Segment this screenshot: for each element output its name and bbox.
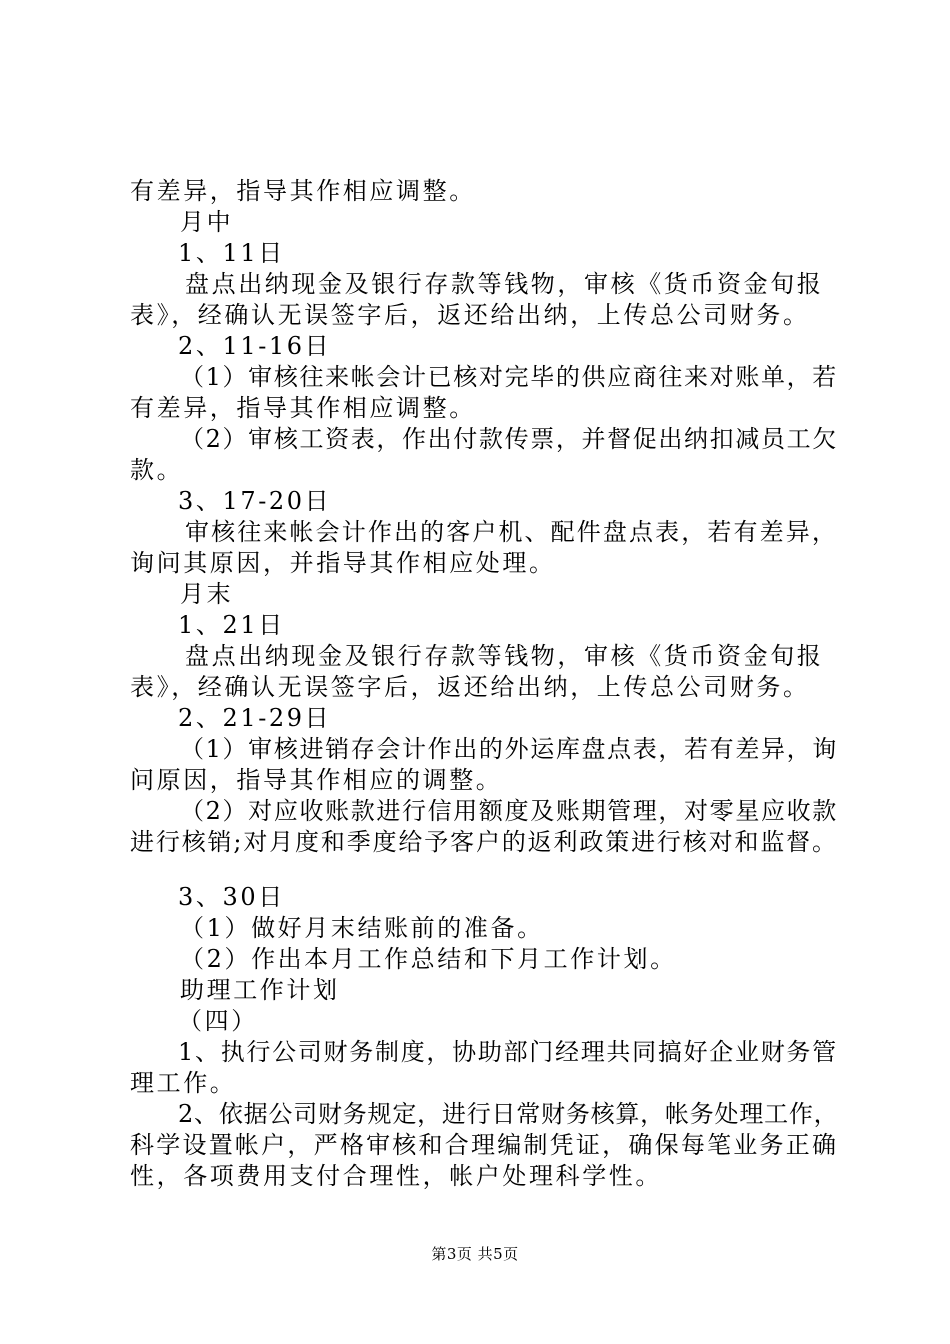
- body-line: 性，各项费用支付合理性，帐户处理科学性。: [130, 1162, 662, 1190]
- body-line: （1）审核进销存会计作出的外运库盘点表，若有差异，询: [180, 735, 838, 763]
- item-heading: 1、21日: [178, 611, 285, 639]
- section-heading: 月中: [180, 208, 234, 236]
- body-line: 盘点出纳现金及银行存款等钱物，审核《货币资金旬报: [185, 270, 824, 298]
- section-heading: 助理工作计划: [180, 976, 340, 1004]
- body-line: 问原因，指导其作相应的调整。: [130, 766, 503, 794]
- item-heading: 3、17-20日: [178, 487, 332, 515]
- body-line: （2）审核工资表，作出付款传票，并督促出纳扣减员工欠: [180, 425, 838, 453]
- body-line: 盘点出纳现金及银行存款等钱物，审核《货币资金旬报: [185, 642, 824, 670]
- body-line: 进行核销;对月度和季度给予客户的返利政策进行核对和监督。: [130, 828, 838, 856]
- body-line: 表》，经确认无误签字后，返还给出纳，上传总公司财务。: [130, 673, 810, 701]
- body-line: 询问其原因，并指导其作相应处理。: [130, 549, 556, 577]
- body-line: 有差异，指导其作相应调整。: [130, 394, 476, 422]
- page-indicator: 第3页 共5页: [431, 1245, 519, 1263]
- body-line: 理工作。: [130, 1069, 237, 1097]
- body-line: （1）审核往来帐会计已核对完毕的供应商往来对账单，若: [180, 363, 838, 391]
- section-number: （四）: [178, 1007, 258, 1035]
- body-line: 表》，经确认无误签字后，返还给出纳，上传总公司财务。: [130, 301, 810, 329]
- body-line: 2、依据公司财务规定，进行日常财务核算，帐务处理工作，: [178, 1100, 839, 1128]
- item-heading: 3、30日: [178, 883, 285, 911]
- body-line: 审核往来帐会计作出的客户机、配件盘点表，若有差异，: [185, 518, 838, 546]
- item-heading: 2、21-29日: [178, 704, 332, 732]
- body-line: 款。: [130, 456, 184, 484]
- section-heading: 月末: [180, 580, 234, 608]
- item-heading: 1、11日: [178, 239, 285, 267]
- body-line: 有差异，指导其作相应调整。: [130, 177, 476, 205]
- item-heading: 2、11-16日: [178, 332, 332, 360]
- body-line: 科学设置帐户，严格审核和合理编制凭证，确保每笔业务正确: [130, 1131, 839, 1159]
- body-line: （2）作出本月工作总结和下月工作计划。: [180, 945, 677, 973]
- body-line: 1、执行公司财务制度，协助部门经理共同搞好企业财务管: [178, 1038, 838, 1066]
- body-line: （1）做好月末结账前的准备。: [180, 914, 544, 942]
- body-line: （2）对应收账款进行信用额度及账期管理，对零星应收款: [180, 797, 838, 825]
